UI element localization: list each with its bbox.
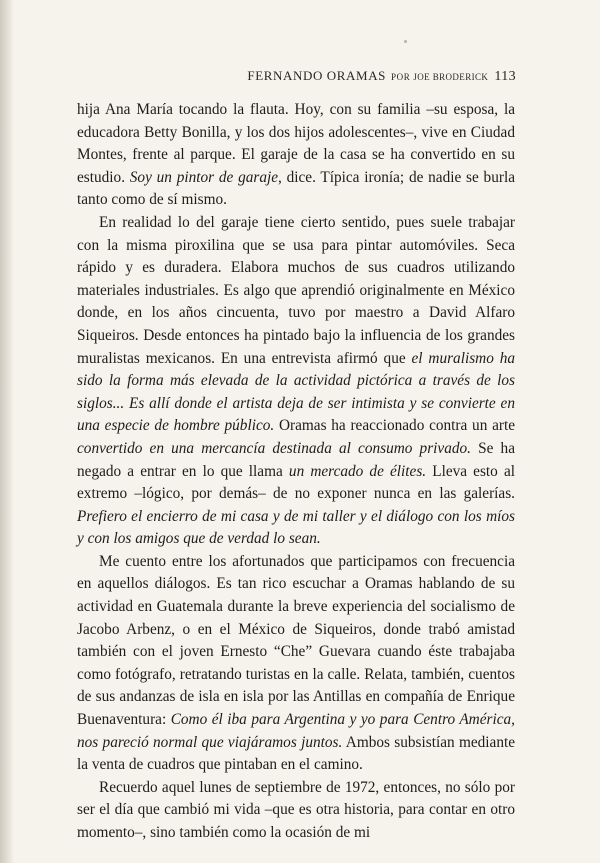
scan-speck [404,40,407,43]
paragraph [77,212,515,551]
text-run: Lleva esto al extremo –lógico, por demás– de no exponer nunca en las galerías. [77,462,515,503]
text-run: hija Ana María tocando la flauta. Hoy, con su familia –su esposa, la educadora Betty Bonilla, y los dos hijos adolescentes–, vive en Ciudad Montes, frente al parque. El garaje de la casa se ha convertido en su estudio. [77,101,515,186]
text-run: Recuerdo aquel lunes de septiembre de 1972, entonces, no sólo por ser el día que cambió mi vida –que es otra historia, para contar en otro momento–, sino también como la ocasión de mi [77,778,515,841]
text-run: dice. Típica ironía; de nadie se burla tanto como de sí mismo. [77,168,515,209]
running-header [247,68,516,85]
text-run: Se ha negado a entrar en lo que llama [77,439,515,480]
scan-binding-edge [0,0,14,863]
italic-quote: Como él iba para Argentina y yo para Centro América, nos pareció normal que viajáramos juntos. [77,711,515,751]
paragraph [77,99,515,212]
header-author: FERNANDO ORAMAS [247,68,387,83]
italic-quote: convertido en una mercancía destinada al consumo privado. [77,439,471,457]
page-number: 113 [494,69,516,84]
paragraph [77,777,515,845]
header-byline-author: JOE BRODERICK [413,72,489,82]
text-run: En realidad lo del garaje tiene cierto sentido, pues suele trabajar con la misma piroxilina que se usa para pintar automóviles. Seca rápido y es duradera. Elabora muchos de sus cuadros utilizando materiales industriales. Es algo que aprendió originalmente en México donde, en los años cincuenta, tuvo por maestro a David Alfaro Siqueiros. Desde entonces ha pintado bajo la influencia de los grandes muralistas mexicanos. En una entrevista afirmó que [77,213,515,367]
paragraph [77,551,515,777]
italic-quote: Soy un pintor de garaje, [129,168,282,186]
text-run: Oramas ha reaccionado contra un arte [274,417,515,435]
body-text [77,99,515,845]
text-run: Ambos subsistían mediante la venta de cuadros que pintaban en el camino. [77,733,516,774]
text-run: Me cuento entre los afortunados que participamos con frecuencia en aquellos diálogos. Es tan rico escuchar a Oramas hablando de su actividad en Guatemala durante la breve experiencia del socialismo de Jacobo Arbenz, o en el México de Siqueiros, donde trabó amistad también con el joven Ernesto “Che” Guevara cuando éste trabajaba como fotógrafo, retratando turistas en la calle. Relata, también, cuentos de sus andanzas de isla en isla por las Antillas en compañía de Enrique Buenaventura: [77,552,515,729]
italic-quote: Prefiero el encierro de mi casa y de mi taller y el diálogo con los míos y con los amigos que de verdad lo sean. [77,507,515,548]
italic-quote: un mercado de élites. [288,462,427,480]
header-by: POR [391,72,411,82]
italic-quote: el muralismo ha sido la forma más elevada de la actividad pictórica a través de los siglos... Es allí donde el artista deja de ser intimista y se convierte en una especie de hombre público. [77,349,515,435]
